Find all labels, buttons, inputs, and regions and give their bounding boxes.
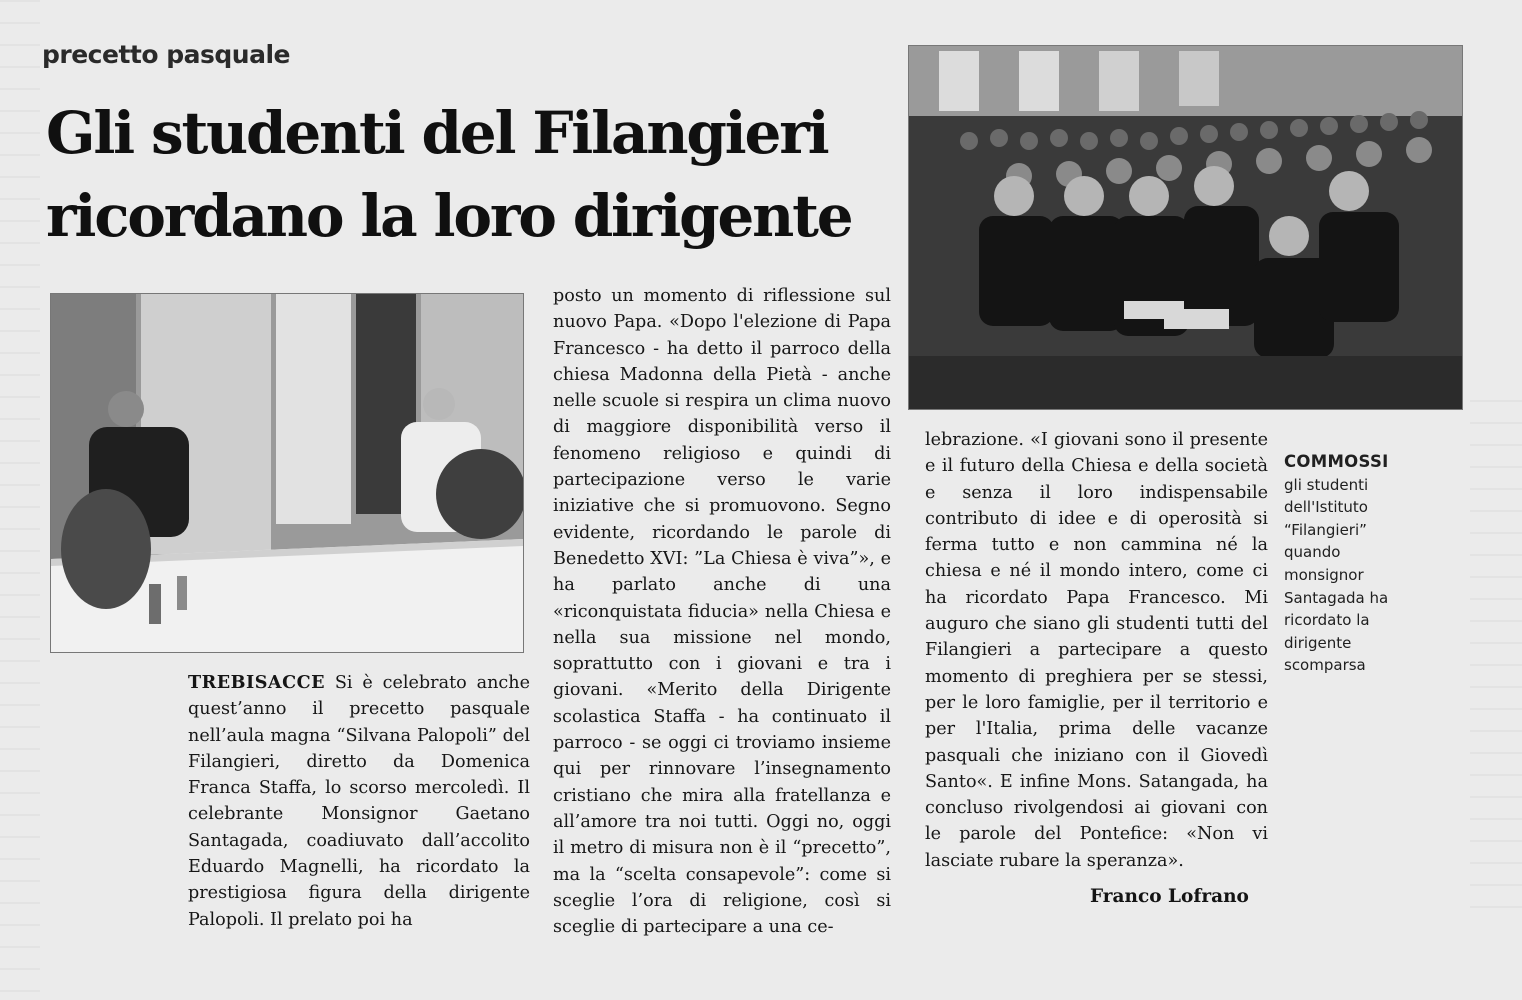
altar-photo (50, 293, 524, 653)
column-1-text: Si è celebrato anche quest’anno il precetto pasquale nell’aula magna “Silvana Palopoli” del Filangieri, diretto da Domenica Franca Staffa, lo scorso mercoledì. Il celebrante Monsignor Gaetano Santagada, coadiuvato dall’accolito Eduardo Magnelli, ha ricordato la prestigiosa figura della dirigente Palopoli. Il prelato poi ha (188, 673, 530, 930)
article-column-1 (188, 670, 530, 933)
section-kicker: precetto pasquale (42, 40, 290, 69)
students-photo (908, 45, 1463, 410)
photo-caption (1284, 451, 1414, 677)
dateline: TREBISACCE (188, 672, 325, 693)
adjacent-column-bleed-right (1470, 400, 1522, 920)
headline: Gli studenti del Filangieri ricordano la loro dirigente (46, 99, 852, 250)
adjacent-column-bleed-left (0, 0, 40, 1000)
caption-title: COMMOSSI (1284, 452, 1389, 471)
column-2-text: posto un momento di riflessione sul nuovo Papa. «Dopo l'elezione di Papa Francesco - ha detto il parroco della chiesa Madonna della Pietà - anche nelle scuole si respira un clima nuovo di maggiore disponibilità verso il fenomeno religioso e quindi di partecipazione verso le varie iniziative che si promuovono. Segno evidente, ricordando le parole di Benedetto XVI: ”La Chiesa è viva”», e ha parlato anche di una «riconquistata fiducia» nella Chiesa e nella sua missione nel mondo, soprattutto con i giovani e tra i giovani. «Merito della Dirigente scolastica Staffa - ha continuato il parroco - se oggi ci troviamo insieme qui per rinnovare l’insegnamento cristiano che mira alla fratellanza e all’amore tra noi tutti. Oggi no, oggi il metro di misura non è il “precetto”, ma la “scelta consapevole”: come si sceglie l’ora di religione, così si sceglie di partecipare a una ce- (553, 286, 891, 938)
author-byline: Franco Lofrano (1090, 886, 1249, 907)
altar-photo-image (51, 294, 523, 652)
column-3-text: lebrazione. «I giovani sono il presente e il futuro della Chiesa e della società e senza il loro indispensabile contributo di idee e di operosità si ferma tutto e non cammina né la chiesa e né il mondo intero, come ci ha ricordato Papa Francesco. Mi auguro che siano gli studenti tutti del Filangieri a partecipare a questo momento di preghiera per se stessi, per le loro famiglie, per il territorio e per l'Italia, prima delle vacanze pasquali che iniziano con il Giovedì Santo«. E infine Mons. Satangada, ha concluso rivolgendosi ai giovani con le parole del Pontefice: «Non vi lasciate rubare la speranza». (925, 430, 1268, 871)
caption-text: gli studenti dell'Istituto “Filangieri” quando monsignor Santagada ha ricordato la dirigente scomparsa (1284, 475, 1389, 675)
students-photo-image (909, 46, 1462, 409)
article-column-2 (553, 283, 891, 940)
article-column-3 (925, 427, 1268, 874)
